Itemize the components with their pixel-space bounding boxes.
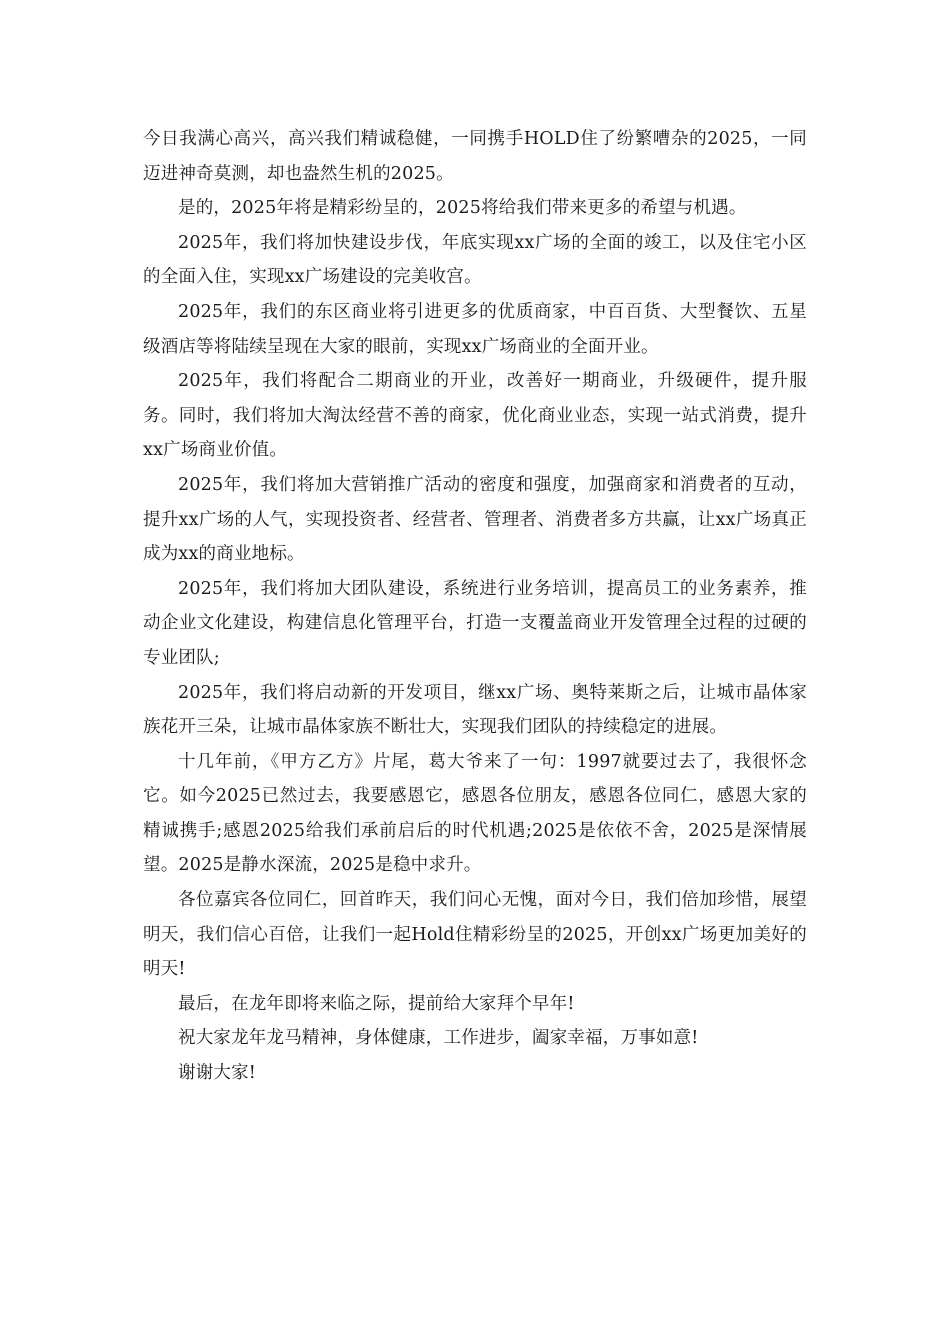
paragraph-reflection: 十几年前，《甲方乙方》片尾，葛大爷来了一句：1997就要过去了，我很怀念它。如今2025已然过去，我要感恩它，感恩各位朋友，感恩各位同仁，感恩大家的精诚携手;感恩2025给我们承前启后的时代机遇;2025是依依不舍，2025是深情展望。2025是静水深流，2025是稳中求升。 — [143, 751, 807, 876]
paragraph-opening: 今日我满心高兴，高兴我们精诚稳健，一同携手HOLD住了纷繁嘈杂的2025，一同迈进神奇莫测，却也盎然生机的2025。 — [143, 129, 807, 184]
paragraph-phase-two: 2025年，我们将配合二期商业的开业，改善好一期商业，升级硬件，提升服务。同时，我们将加大淘汰经营不善的商家，优化商业业态，实现一站式消费，提升xx广场商业价值。 — [143, 371, 807, 461]
paragraph-construction: 2025年，我们将加快建设步伐，年底实现xx广场的全面的竣工，以及住宅小区的全面入住，实现xx广场建设的完美收宫。 — [143, 232, 807, 288]
paragraph-new-year-greeting: 最后，在龙年即将来临之际，提前给大家拜个早年! — [178, 993, 575, 1014]
paragraph-future: 各位嘉宾各位同仁，回首昨天，我们问心无愧，面对今日，我们倍加珍惜，展望明天，我们信心百倍，让我们一起Hold住精彩纷呈的2025，开创xx广场更加美好的明天! — [143, 890, 807, 980]
paragraph-thanks: 谢谢大家! — [178, 1063, 257, 1084]
paragraph-team-building: 2025年，我们将加大团队建设，系统进行业务培训，提高员工的业务素养，推动企业文化建设，构建信息化管理平台，打造一支覆盖商业开发管理全过程的过硬的专业团队; — [143, 578, 807, 668]
document-body — [143, 122, 807, 1091]
paragraph-new-projects: 2025年，我们将启动新的开发项目，继xx广场、奥特莱斯之后，让城市晶体家族花开三朵，让城市晶体家族不断壮大，实现我们团队的持续稳定的进展。 — [143, 682, 807, 738]
paragraph-marketing: 2025年，我们将加大营销推广活动的密度和强度，加强商家和消费者的互动，提升xx广场的人气，实现投资者、经营者、管理者、消费者多方共赢，让xx广场真正成为xx的商业地标。 — [143, 474, 807, 565]
paragraph-outlook: 是的，2025年将是精彩纷呈的，2025将给我们带来更多的希望与机遇。 — [178, 198, 747, 219]
paragraph-wishes: 祝大家龙年龙马精神，身体健康，工作进步，阖家幸福，万事如意! — [178, 1028, 699, 1049]
paragraph-east-district: 2025年，我们的东区商业将引进更多的优质商家，中百百货、大型餐饮、五星级酒店等将陆续呈现在大家的眼前，实现xx广场商业的全面开业。 — [143, 301, 807, 357]
